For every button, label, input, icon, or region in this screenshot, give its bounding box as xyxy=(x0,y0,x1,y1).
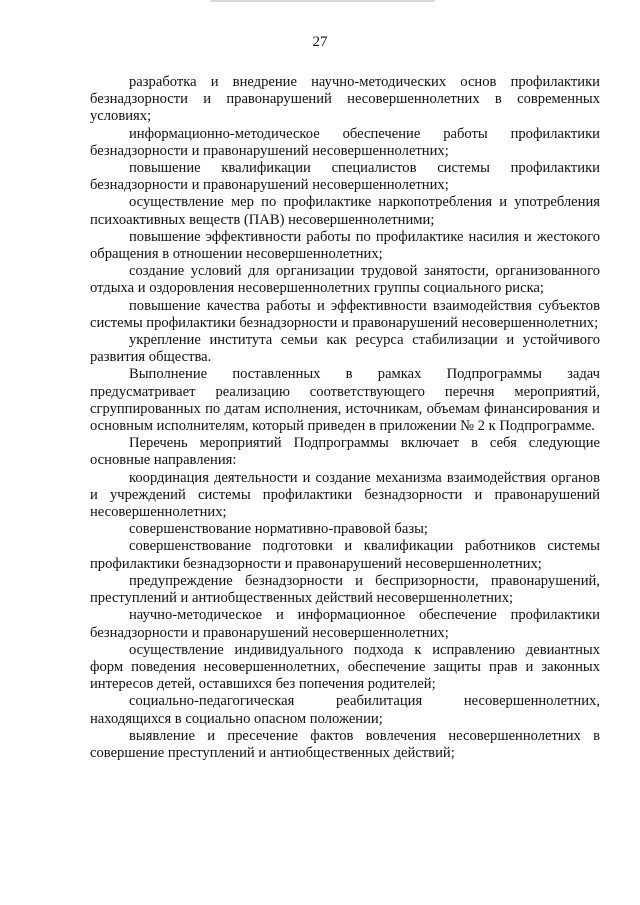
paragraph-legal-base: совершенствование нормативно-правовой базы; xyxy=(129,521,428,538)
paragraph-methodical-basis: разработка и внедрение научно-методических основ профилактики безнадзорности и правонарушений несовершеннолетних в современных условиях; xyxy=(90,74,600,125)
paragraph-information-support: информационно-методическое обеспечение работы профилактики безнадзорности и правонарушений несовершеннолетних; xyxy=(90,125,600,159)
paragraph-family-institution: укрепление института семьи как ресурса стабилизации и устойчивого развития общества. xyxy=(90,332,600,366)
paragraph-scientific-support: научно-методическое и информационное обеспечение профилактики безнадзорности и правонарушений несовершеннолетних; xyxy=(90,607,600,641)
paragraph-offense-prevention: предупреждение безнадзорности и беспризорности, правонарушений, преступлений и антиобщественных действий несовершеннолетних; xyxy=(90,572,600,607)
paragraph-rehabilitation: социально-педагогическая реабилитация несовершеннолетних, находящихся в социально опасном положении; xyxy=(90,693,600,727)
scan-top-edge xyxy=(210,0,435,2)
paragraph-directions-intro: Перечень мероприятий Подпрограммы включает в себя следующие основные направления: xyxy=(90,435,600,469)
paragraph-tasks-implementation: Выполнение поставленных в рамках Подпрограммы задач предусматривает реализацию соответствующего перечня мероприятий, сгруппированных по датам исполнения, источникам, объемам финансирования и основным исполнителям, который приведен в приложении № 2 к Подпрограмме. xyxy=(90,366,600,435)
paragraph-interaction-quality: повышение качества работы и эффективности взаимодействия субъектов системы профилактики безнадзорности и правонарушений несовершеннолетних; xyxy=(90,297,600,331)
paragraph-coordination: координация деятельности и создание механизма взаимодействия органов и учреждений системы профилактики безнадзорности и правонарушений несовершеннолетних; xyxy=(90,469,600,521)
paragraph-violence-prevention: повышение эффективности работы по профилактике насилия и жестокого обращения в отношении несовершеннолетних; xyxy=(90,228,600,263)
paragraph-employment-leisure: создание условий для организации трудовой занятости, организованного отдыха и оздоровления несовершеннолетних группы социального риска; xyxy=(90,263,600,297)
paragraph-drug-prevention: осуществление мер по профилактике наркопотребления и употребления психоактивных веществ (ПАВ) несовершеннолетними; xyxy=(90,194,600,228)
paragraph-staff-training: совершенствование подготовки и квалификации работников системы профилактики безнадзорности и правонарушений несовершеннолетних; xyxy=(90,538,600,572)
paragraph-involvement-detection: выявление и пресечение фактов вовлечения несовершеннолетних в совершение преступлений и антиобщественных действий; xyxy=(90,727,600,761)
paragraph-individual-approach: осуществление индивидуального подхода к исправлению девиантных форм поведения несовершеннолетних, обеспечение защиты прав и законных интересов детей, оставшихся без попечения родителей; xyxy=(90,641,600,693)
page-number: 27 xyxy=(312,34,328,50)
paragraph-specialist-qualification: повышение квалификации специалистов системы профилактики безнадзорности и правонарушений несовершеннолетних; xyxy=(90,160,600,194)
document-body xyxy=(90,74,600,762)
